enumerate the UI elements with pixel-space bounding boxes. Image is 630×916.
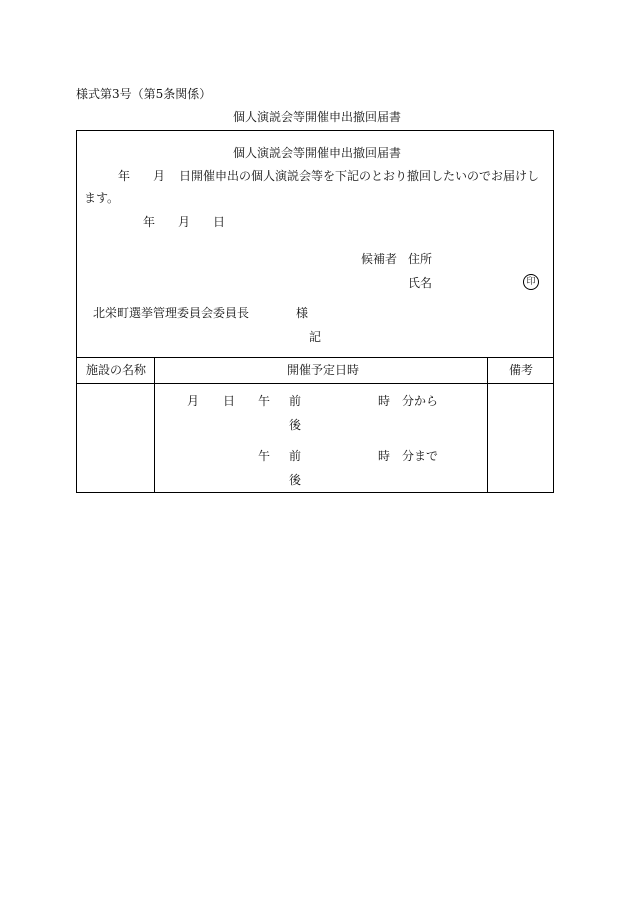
row1-hour: 時: [378, 394, 391, 408]
candidate-label: 候補者: [361, 252, 398, 266]
submit-year-label: 年: [143, 215, 156, 229]
document-title: 個人演説会等開催申出撤回届書: [233, 110, 402, 124]
row1-before: 前: [289, 394, 302, 408]
row2-after: 後: [289, 473, 302, 487]
table-col-divider-2: [487, 357, 488, 493]
inner-title: 個人演説会等開催申出撤回届書: [233, 146, 402, 160]
row2-before: 前: [289, 449, 302, 463]
row2-ampm: 午: [258, 449, 271, 463]
row1-day: 日: [223, 394, 236, 408]
row1-after: 後: [289, 418, 302, 432]
ki-label: 記: [309, 330, 322, 344]
date-year-label: 年: [118, 169, 131, 183]
row2-minute-to: 分まで: [402, 449, 439, 463]
submit-day-label: 日: [213, 215, 226, 229]
form-number: 様式第3号（第5条関係）: [76, 87, 212, 101]
date-month-label: 月: [153, 169, 166, 183]
body-text-line2: ます。: [84, 191, 120, 205]
row1-minute-from: 分から: [402, 394, 439, 408]
header-facility-name: 施設の名称: [86, 363, 147, 377]
table-header-line: [76, 383, 554, 384]
row2-hour: 時: [378, 449, 391, 463]
header-remarks: 備考: [509, 363, 534, 377]
table-col-divider-1: [154, 357, 155, 493]
header-scheduled-datetime: 開催予定日時: [287, 363, 360, 377]
honorific: 様: [296, 306, 309, 320]
address-label: 住所: [408, 252, 433, 266]
row1-month: 月: [187, 394, 200, 408]
body-text-line1: 日開催申出の個人演説会等を下記のとおり撤回したいのでお届けし: [179, 169, 540, 183]
table-top-line: [76, 357, 554, 358]
seal-mark: 印: [523, 274, 539, 290]
name-label: 氏名: [408, 276, 433, 290]
row1-ampm: 午: [258, 394, 271, 408]
addressee: 北栄町選挙管理委員会委員長: [93, 306, 250, 320]
submit-month-label: 月: [178, 215, 191, 229]
